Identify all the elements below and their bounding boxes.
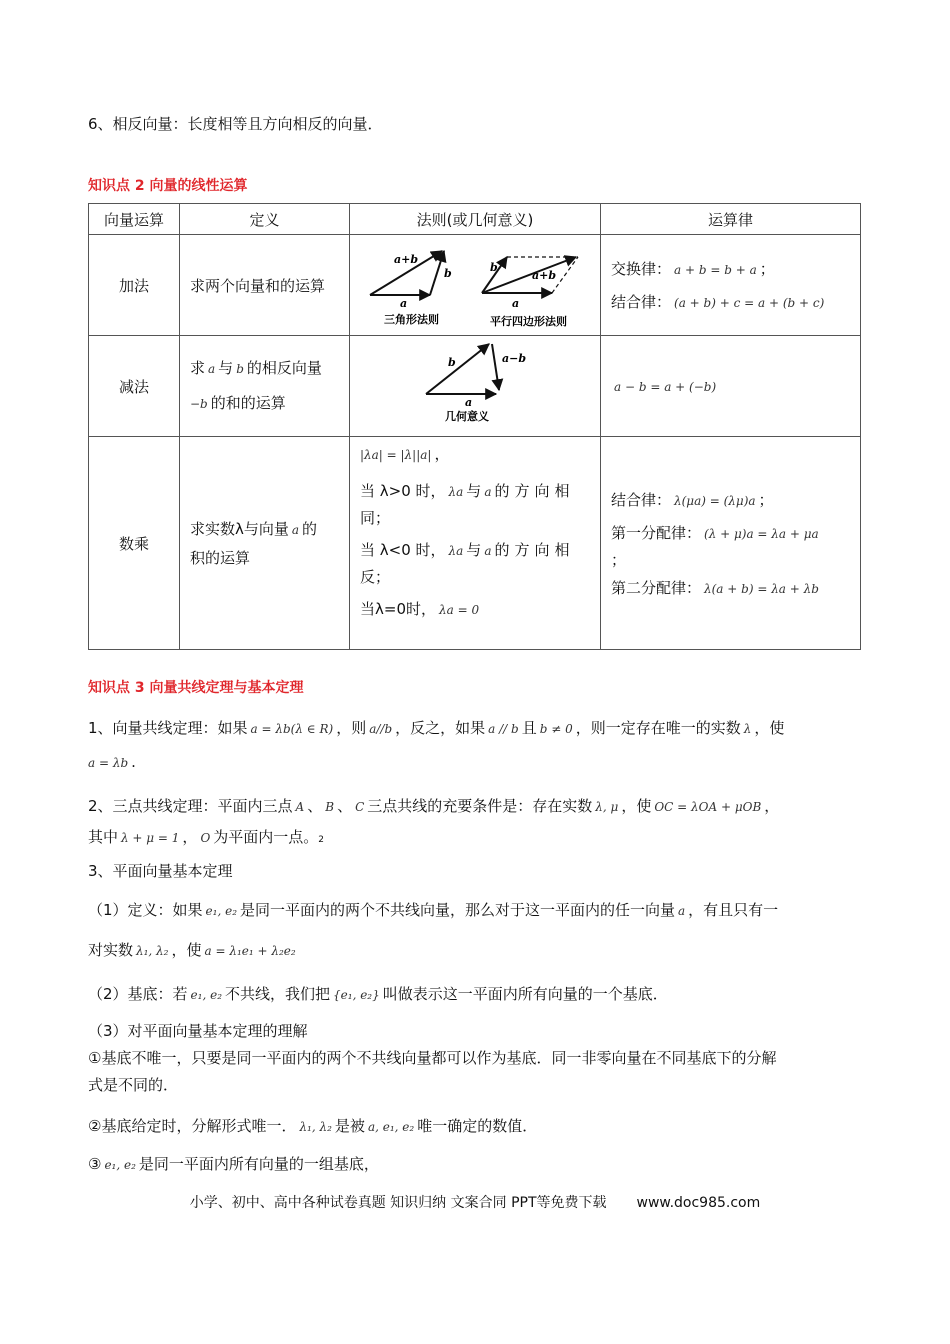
addition-laws bbox=[601, 235, 861, 336]
subtraction-law: a − b = a + (−b) bbox=[601, 336, 861, 437]
three-points-line1: 2、三点共线定理：平面内三点 A 、 B 、 C 三点共线的充要条件是：存在实数 λ, μ ，使 OC = λOA + μOB ， bbox=[88, 797, 780, 815]
basic-theorem-title: 3、平面向量基本定理 bbox=[88, 862, 233, 880]
scalar-rule-negative: 当 λ<0 时， λa 与 a 的方向相 bbox=[360, 541, 575, 559]
tri-label-a: a bbox=[400, 297, 408, 310]
subtraction-definition: 求 a 与 b 的相反向量 −b 的和的运算 bbox=[180, 336, 350, 437]
addition-figure-cell bbox=[350, 235, 601, 336]
tri-label-b: b bbox=[444, 267, 452, 280]
header-laws: 运算律 bbox=[601, 204, 861, 235]
scalar-rule-positive: 当 λ>0 时， λa 与 a 的方向相 bbox=[360, 482, 575, 500]
scalar-definition: 求实数λ与向量 a 的 积的运算 bbox=[180, 437, 350, 650]
table-header-row bbox=[89, 204, 861, 235]
three-points-line2: 其中 λ + μ = 1 ， O 为平面内一点。2 bbox=[88, 828, 325, 846]
scalar-rule-zero: 当λ=0时， λa = 0 bbox=[360, 600, 480, 618]
para-label-b: b bbox=[490, 261, 498, 274]
definition-line1: （1）定义：如果 e₁, e₂ 是同一平面内的两个不共线向量，那么对于这一平面内的任一向量 a ，有且只有一 bbox=[88, 901, 779, 919]
basis-line: （2）基底：若 e₁, e₂ 不共线，我们把 {e₁, e₂} 叫做表示这一平面内所有向量的一个基底． bbox=[88, 985, 668, 1003]
sub-vector-diff bbox=[492, 344, 499, 390]
addition-name: 加法 bbox=[89, 235, 180, 336]
understanding-title: （3）对平面向量基本定理的理解 bbox=[88, 1022, 308, 1040]
scalar-rules: |λa| = |λ||a| ， 当 λ>0 时， λa 与 a 的方向相 同； 当 λ<0 时， λa 与 a 的方向相 反； 当λ=0时， λa = 0 bbox=[350, 437, 601, 650]
caption-parallelogram-rule: 平行四边形法则 bbox=[490, 315, 567, 328]
para-label-sum: a+b bbox=[532, 269, 557, 282]
footer-site-link[interactable]: www.doc985.com bbox=[636, 1195, 761, 1211]
collinear-theorem-line1: 1、向量共线定理：如果 a = λb(λ ∈ R) ，则 a//b ，反之，如果 a // b 且 b ≠ 0 ，则一定存在唯一的实数 λ ，使 bbox=[88, 719, 785, 737]
addition-figure bbox=[350, 235, 600, 331]
linear-operations-table bbox=[88, 203, 861, 650]
law-commutative: 交换律： a + b = b + a ； bbox=[611, 260, 775, 278]
law-associative: 结合律： (a + b) + c = a + (b + c) bbox=[611, 293, 825, 311]
scalar-laws: 结合律： λ(μa) = (λμ)a ； 第一分配律： (λ + μ)a = λa + μa ； 第二分配律： λ(a + b) = λa + λb bbox=[601, 437, 861, 650]
sub-label-diff: a−b bbox=[502, 352, 527, 365]
caption-triangle-rule: 三角形法则 bbox=[384, 313, 439, 326]
scalar-rule-magnitude: |λa| = |λ||a| ， bbox=[360, 445, 450, 463]
table-row-subtraction bbox=[89, 336, 861, 437]
understanding-point3: ③ e₁, e₂ 是同一平面内所有向量的一组基底， bbox=[88, 1155, 379, 1173]
scalar-name: 数乘 bbox=[89, 437, 180, 650]
sub-label-a: a bbox=[465, 396, 473, 409]
law-second-distributive: 第二分配律： λ(a + b) = λa + λb bbox=[611, 578, 819, 597]
definition-line2: 对实数 λ₁, λ₂ ，使 a = λ₁e₁ + λ₂e₂ bbox=[88, 941, 296, 959]
subtraction-figure bbox=[350, 336, 600, 432]
item-6: 6、相反向量：长度相等且方向相反的向量． bbox=[88, 115, 383, 133]
page-footer: 小学、初中、高中各种试卷真题 知识归纳 文案合同 PPT等免费下载 www.doc985.com bbox=[189, 1195, 761, 1211]
tri-label-sum: a+b bbox=[394, 253, 419, 266]
table-row-scalar bbox=[89, 437, 861, 650]
caption-geometric-meaning: 几何意义 bbox=[445, 410, 489, 423]
sub-label-b: b bbox=[448, 356, 456, 369]
understanding-point1-line2: 式是不同的． bbox=[88, 1076, 179, 1094]
law-first-distributive: 第一分配律： (λ + μ)a = λa + μa bbox=[611, 523, 819, 542]
header-definition: 定义 bbox=[180, 204, 350, 235]
header-rule: 法则(或几何意义) bbox=[350, 204, 601, 235]
subtraction-figure-cell bbox=[350, 336, 601, 437]
law-scalar-associative: 结合律： λ(μa) = (λμ)a ； bbox=[611, 490, 774, 509]
understanding-point1-line1: ①基底不唯一，只要是同一平面内的两个不共线向量都可以作为基底．同一非零向量在不同基底下的分解 bbox=[88, 1049, 777, 1067]
understanding-point2: ②基底给定时，分解形式唯一． λ₁, λ₂ 是被 a, e₁, e₂ 唯一确定的数值． bbox=[88, 1117, 538, 1135]
sub-vector-b bbox=[426, 344, 489, 394]
section-3-heading: 知识点 3 向量共线定理与基本定理 bbox=[88, 680, 304, 696]
para-label-a: a bbox=[512, 297, 520, 310]
table-row-addition bbox=[89, 235, 861, 336]
collinear-theorem-line2: a = λb . bbox=[88, 753, 136, 771]
section-2-heading: 知识点 2 向量的线性运算 bbox=[88, 178, 248, 194]
header-operation: 向量运算 bbox=[89, 204, 180, 235]
addition-definition: 求两个向量和的运算 bbox=[180, 235, 350, 336]
subtraction-name: 减法 bbox=[89, 336, 180, 437]
